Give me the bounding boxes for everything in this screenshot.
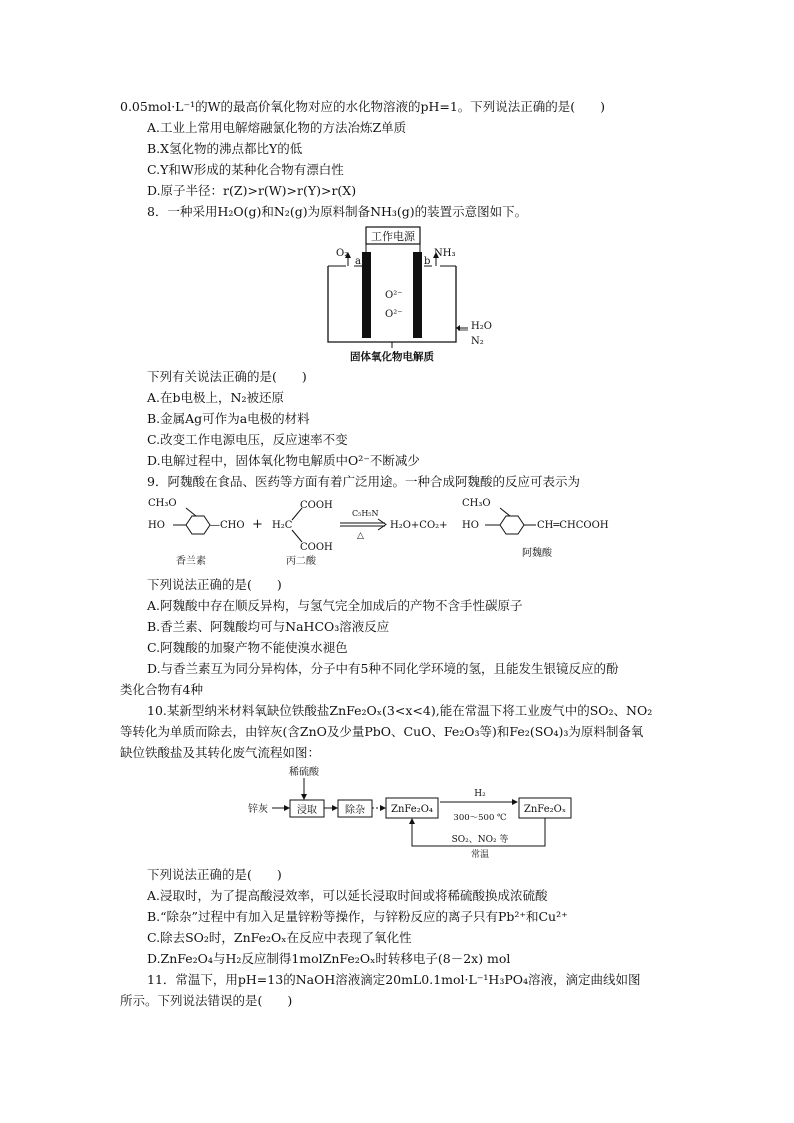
q9-option-a: A.阿魏酸中存在顺反异构，与氢气完全加成后的产物不含手性碳原子 — [147, 598, 523, 613]
q7-stem: 0.05mol·L⁻¹的W的最高价氧化物对应的水化物溶液的pH=1。下列说法正确的是( ) — [120, 99, 606, 114]
q9-option-b: B.香兰素、阿魏酸均可与NaHCO₃溶液反应 — [147, 619, 390, 634]
q7-option-c: C.Y和W形成的某种化合物有漂白性 — [147, 162, 344, 177]
znfe2ox-box: ZnFe₂Oₓ — [523, 804, 567, 815]
ferulic-och3: CH₃O — [462, 498, 491, 509]
room-temp-label: 常温 — [470, 850, 490, 860]
q11-stem-line-2: 所示。下列说法错误的是( ) — [120, 993, 293, 1008]
o2-label: O₂ — [336, 248, 349, 259]
electrolyte-caption: 固体氧化物电解质 — [350, 351, 434, 363]
impurity-step: 除杂 — [345, 805, 365, 816]
q9-option-d-continued: 类化合物有4种 — [120, 682, 203, 697]
electrolysis-apparatus-diagram — [318, 224, 508, 364]
h2o-feed-label: H₂O — [471, 321, 492, 332]
q8-prompt: 下列有关说法正确的是( ) — [147, 369, 307, 384]
q10-option-b: B.“除杂”过程中有加入足量锌粉等操作，与锌粉反应的离子只有Pb²⁺和Cu²⁺ — [147, 909, 568, 924]
ferulic-acid-synthesis-scheme — [140, 494, 640, 568]
q9-prompt: 下列说法正确的是( ) — [147, 577, 282, 592]
ferulic-acid-name: 阿魏酸 — [522, 548, 552, 559]
q10-stem-line-3: 缺位铁酸盐及其转化废气流程如图： — [120, 745, 321, 760]
vanillin-och3: CH₃O — [148, 498, 177, 509]
malonic-cooh-top: COOH — [300, 500, 333, 511]
q10-option-c: C.除去SO₂时，ZnFe₂Oₓ在反应中表现了氧化性 — [147, 930, 412, 945]
q11-stem-line-1: 11．常温下，用pH=13的NaOH溶液滴定20mL0.1mol·L⁻¹H₃PO₄溶液，滴定曲线如图 — [147, 972, 641, 987]
electrode-b — [413, 252, 422, 338]
plus-sign-1: + — [252, 517, 263, 532]
q9-stem: 9．阿魏酸在食品、医药等方面有着广泛用途。一种合成阿魏酸的反应可表示为 — [147, 474, 580, 489]
q10-option-d: D.ZnFe₂O₄与H₂反应制得1molZnFe₂Oₓ时转移电子(8－2x) mol — [147, 951, 511, 966]
q10-stem-line-2: 等转化为单质而除去，由锌灰(含ZnO及少量PbO、CuO、Fe₂O₃等)和Fe₂(SO₄)₃为原料制备氧 — [120, 724, 644, 739]
leach-step: 浸取 — [297, 805, 317, 816]
zinc-ash-label: 锌灰 — [248, 804, 268, 815]
q10-prompt: 下列说法正确的是( ) — [147, 867, 282, 882]
waste-gas-label: SO₂、NO₂ 等 — [451, 835, 509, 845]
vanillin-cho: —CHO — [210, 520, 245, 531]
q8-option-b: B.金属Ag可作为a电极的材料 — [147, 411, 310, 426]
electrode-a — [362, 252, 371, 338]
q7-option-d: D.原子半径：r(Z)>r(W)>r(Y)>r(X) — [147, 183, 357, 198]
malonic-acid-name: 丙二酸 — [286, 556, 316, 567]
q8-option-a: A.在b电极上，N₂被还原 — [147, 390, 284, 405]
byproducts: H₂O+CO₂+ — [390, 520, 448, 531]
temperature-label: 300～500 ℃ — [453, 813, 507, 823]
malonic-h2c: H₂C — [272, 520, 293, 531]
ferulic-ho: HO — [462, 520, 479, 531]
ion-label-2: O²⁻ — [385, 309, 403, 320]
malonic-cooh-bottom: COOH — [300, 542, 333, 553]
h2-label: H₂ — [474, 789, 486, 799]
heat-symbol: △ — [357, 531, 364, 541]
q10-option-a: A.浸取时，为了提高酸浸效率，可以延长浸取时间或将稀硫酸换成浓硫酸 — [147, 888, 548, 903]
ion-label-1: O²⁻ — [385, 290, 403, 301]
q7-option-b: B.X氢化物的沸点都比Y的低 — [147, 141, 303, 156]
reagent-label: C₅H₅N — [352, 509, 379, 518]
znfe2o4-box: ZnFe₂O₄ — [391, 804, 433, 815]
q8-option-d: D.电解过程中，固体氧化物电解质中O²⁻不断减少 — [147, 453, 420, 468]
q8-option-c: C.改变工作电源电压，反应速率不变 — [147, 432, 348, 447]
nh3-label: NH₃ — [434, 248, 456, 259]
vanillin-name: 香兰素 — [176, 556, 206, 567]
process-flow-diagram — [244, 764, 584, 860]
n2-feed-label: N₂ — [471, 336, 484, 347]
q10-stem-line-1: 10.某新型纳米材料氧缺位铁酸盐ZnFe₂Oₓ(3<x<4),能在常温下将工业废气中的SO₂、NO₂ — [147, 703, 653, 718]
ferulic-chain: CH═CHCOOH — [537, 520, 609, 531]
q7-option-a: A.工业上常用电解熔融氯化物的方法冶炼Z单质 — [147, 120, 407, 135]
electrode-a-label: a — [355, 256, 361, 267]
power-label: 工作电源 — [371, 230, 415, 243]
electrode-b-label: b — [424, 256, 431, 267]
acid-label: 稀硫酸 — [289, 767, 319, 778]
vanillin-ho: HO — [148, 520, 165, 531]
q9-option-c: C.阿魏酸的加聚产物不能使溴水褪色 — [147, 640, 348, 655]
q9-option-d: D.与香兰素互为同分异构体，分子中有5种不同化学环境的氢，且能发生银镜反应的酚 — [147, 661, 619, 676]
q8-stem: 8．一种采用H₂O(g)和N₂(g)为原料制备NH₃(g)的装置示意图如下。 — [147, 204, 528, 219]
